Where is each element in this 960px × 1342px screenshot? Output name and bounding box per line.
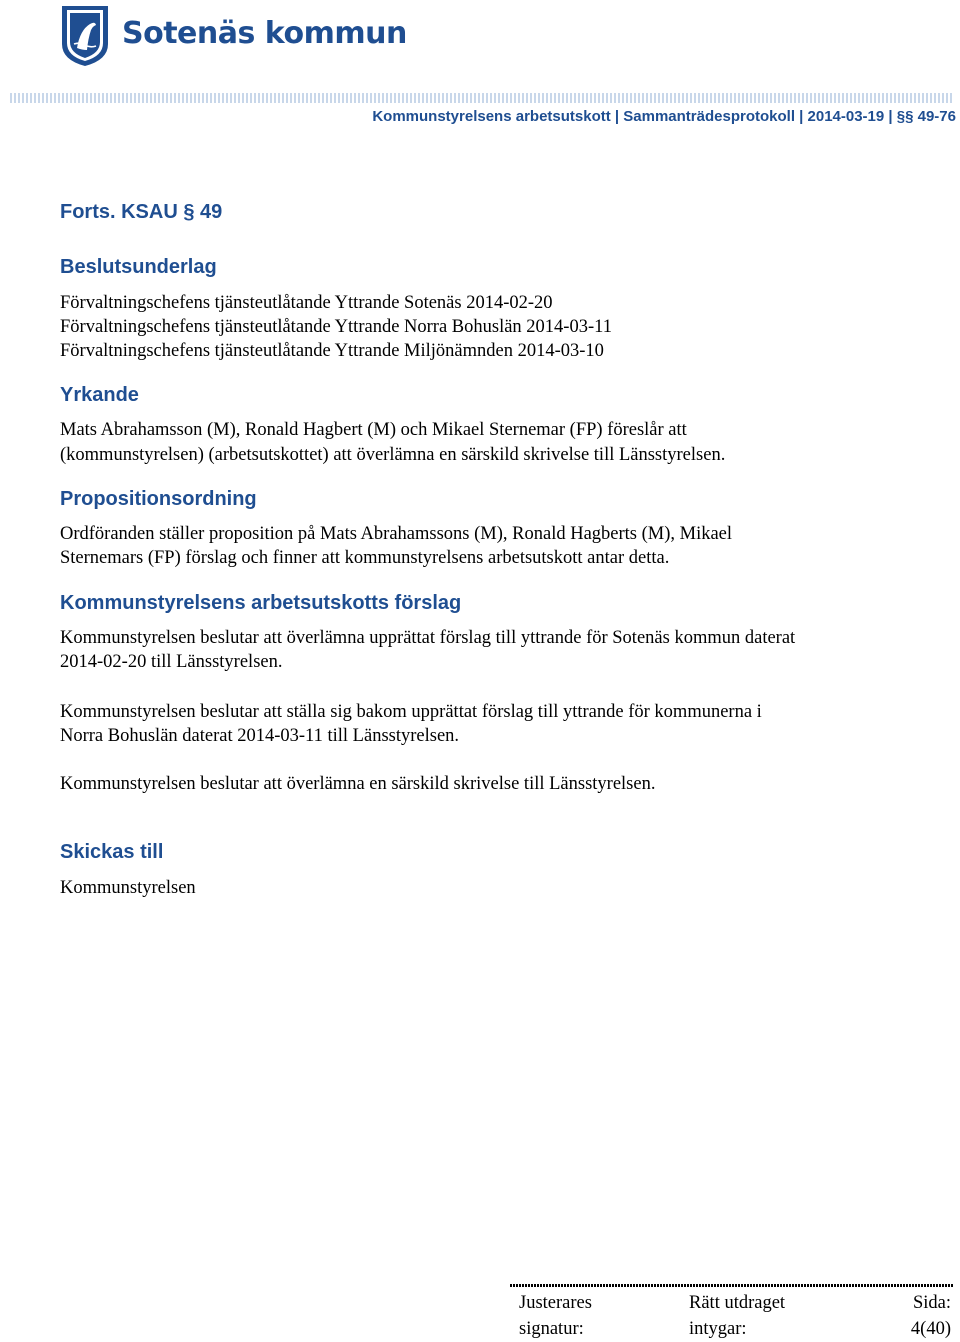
beslutsunderlag-line: Förvaltningschefens tjänsteutlåtande Yttrande Sotenäs 2014-02-20 (60, 293, 553, 313)
propositionsordning-line: Sternemars (FP) förslag och finner att kommunstyrelsens arbetsutskott antar detta. (60, 548, 670, 568)
page-number: 4(40) (910, 1319, 951, 1339)
justerares-signatur (519, 1290, 592, 1342)
continuation-heading: Forts. KSAU § 49 (60, 201, 223, 223)
signatur-label: signatur: (519, 1319, 584, 1339)
sida-label: Sida: (912, 1293, 951, 1313)
forslag-heading: Kommunstyrelsens arbetsutskotts förslag (60, 592, 462, 614)
forslag-p2-line: Norra Bohuslän daterat 2014-03-11 till Länsstyrelsen. (60, 726, 460, 746)
beslutsunderlag-heading: Beslutsunderlag (60, 256, 217, 278)
yrkande-heading: Yrkande (60, 384, 139, 406)
crest-icon (60, 4, 110, 68)
forslag-p1-line: 2014-02-20 till Länsstyrelsen. (60, 652, 283, 672)
recipient: Kommunstyrelsen (60, 878, 196, 898)
propositionsordning-line: Ordföranden ställer proposition på Mats Abrahamssons (M), Ronald Hagberts (M), Mikael (60, 524, 733, 544)
forslag-p1-line: Kommunstyrelsen beslutar att överlämna upprättat förslag till yttrande för Sotenäs kommun daterat (60, 628, 796, 648)
footer-divider (510, 1284, 954, 1287)
forslag-p3: Kommunstyrelsen beslutar att överlämna en särskild skrivelse till Länsstyrelsen. (60, 774, 656, 794)
brand-name: Sotenäs kommun (122, 16, 407, 51)
ratt-utdraget (689, 1290, 785, 1342)
page-info (911, 1290, 951, 1342)
beslutsunderlag-line: Förvaltningschefens tjänsteutlåtande Yttrande Miljönämnden 2014-03-10 (60, 341, 604, 361)
beslutsunderlag-line: Förvaltningschefens tjänsteutlåtande Yttrande Norra Bohuslän 2014-03-11 (60, 317, 612, 337)
sotenas-logo (60, 4, 407, 68)
yrkande-line: Mats Abrahamsson (M), Ronald Hagbert (M) och Mikael Sternemar (FP) föreslår att (60, 420, 687, 440)
yrkande-line: (kommunstyrelsen) (arbetsutskottet) att överlämna en särskild skrivelse till Länsstyrelsen. (60, 445, 726, 465)
intygar-label: intygar: (689, 1319, 747, 1339)
forslag-p2-line: Kommunstyrelsen beslutar att ställa sig bakom upprättat förslag till yttrande för kommunerna i (60, 702, 762, 722)
header-divider (10, 93, 954, 103)
propositionsordning-heading: Propositionsordning (60, 488, 257, 510)
skickas-till-heading: Skickas till (60, 841, 164, 863)
protocol-header: Kommunstyrelsens arbetsutskott | Sammanträdesprotokoll | 2014-03-19 | §§ 49-76 (372, 108, 956, 125)
justerares-label: Justerares (519, 1293, 592, 1313)
ratt-utdraget-label: Rätt utdraget (689, 1293, 786, 1313)
